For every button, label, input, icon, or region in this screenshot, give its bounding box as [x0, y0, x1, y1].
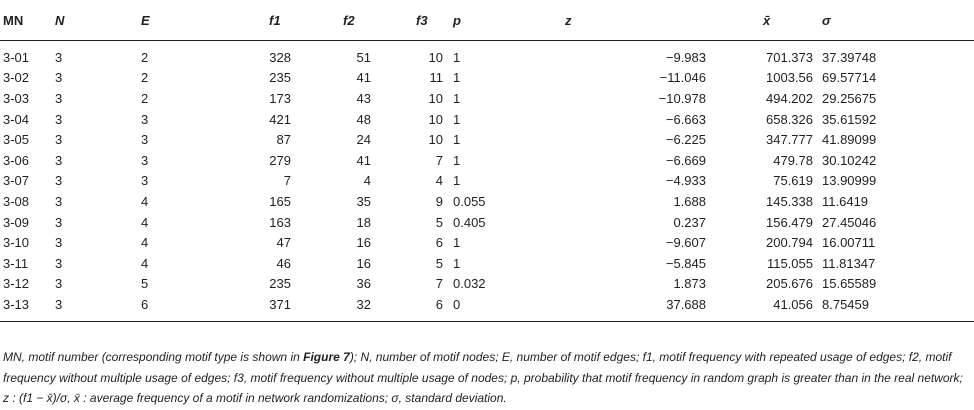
column-header-f1: f1 [190, 0, 298, 41]
cell-n: 3 [55, 70, 63, 86]
cell-mn: 3-07 [3, 173, 30, 189]
cell-p: 0 [451, 294, 560, 321]
cell-f3: 4 [435, 173, 443, 189]
cell-f2: 24 [356, 132, 371, 148]
cell-sigma: 37.39748 [822, 49, 877, 65]
cell-e: 5 [141, 276, 149, 292]
column-header-sigma: σ [816, 0, 974, 41]
table-footnote [3, 347, 971, 409]
cell-f1: 173 [269, 90, 291, 106]
cell-f2: 32 [298, 294, 378, 321]
cell-n: 3 [55, 276, 63, 292]
cell-mn: 3-02 [3, 70, 30, 86]
cell-e: 2 [141, 90, 149, 106]
cell-p: 1 [453, 173, 461, 189]
cell-f1: 371 [190, 294, 298, 321]
footnote-text-2: ); N, number of motif nodes; E, number of motif edges; f1, motif frequency with repeated usage of edges; f2, motif frequency without multiple usage of edges; f3, motif frequency without multiple usage of nodes; p, probability that motif frequency in random graph is greater than in the real network; z : (f1 − x̄)/σ, x̄ : average frequency of a motif in network randomizations; σ, standard deviation. [3, 350, 963, 405]
cell-z: −4.933 [665, 173, 706, 189]
cell-mn: 3-08 [3, 193, 30, 209]
cell-n: 3 [55, 255, 63, 271]
cell-sigma: 8.75459 [816, 294, 974, 321]
cell-sigma: 11.6419 [822, 193, 869, 209]
cell-z: 37.688 [560, 294, 708, 321]
column-header-z: z [560, 0, 708, 41]
cell-f2: 16 [356, 235, 371, 251]
cell-mn: 3-05 [3, 132, 30, 148]
cell-mean: 1003.56 [766, 70, 813, 86]
cell-p: 1 [453, 111, 461, 127]
cell-n: 3 [55, 111, 63, 127]
cell-mean: 205.676 [766, 276, 813, 292]
cell-sigma: 29.25675 [822, 90, 877, 106]
cell-n: 3 [50, 294, 100, 321]
column-header-mn: MN [0, 0, 50, 41]
column-header-f3: f3 [378, 0, 451, 41]
cell-f2: 51 [356, 49, 371, 65]
cell-sigma: 69.57714 [822, 70, 877, 86]
cell-f1: 328 [269, 49, 291, 65]
cell-f3: 11 [429, 70, 443, 86]
cell-f1: 279 [269, 152, 291, 168]
cell-z: −11.046 [659, 70, 706, 86]
cell-e: 6 [100, 294, 190, 321]
table-row [0, 129, 974, 150]
cell-f1: 163 [269, 214, 291, 230]
cell-mn: 3-10 [3, 235, 30, 251]
cell-z: 1.688 [673, 193, 706, 209]
cell-f2: 4 [363, 173, 371, 189]
cell-f3: 5 [435, 255, 443, 271]
cell-mean: 145.338 [766, 193, 813, 209]
cell-e: 3 [141, 152, 149, 168]
table-row [0, 171, 974, 192]
cell-mean: 479.78 [773, 152, 813, 168]
cell-e: 4 [141, 214, 149, 230]
cell-mean: 658.326 [766, 111, 813, 127]
cell-sigma: 27.45046 [822, 214, 877, 230]
cell-p: 0.055 [453, 193, 486, 209]
cell-p: 1 [453, 132, 461, 148]
table-row [0, 294, 974, 321]
cell-z: −5.845 [665, 255, 706, 271]
cell-mean: 347.777 [766, 132, 813, 148]
table-row [0, 253, 974, 274]
cell-n: 3 [55, 193, 63, 209]
cell-f2: 48 [356, 111, 371, 127]
cell-n: 3 [55, 214, 63, 230]
table-row [0, 68, 974, 89]
footnote-text-1: MN, motif number (corresponding motif type is shown in [3, 350, 304, 364]
cell-mean: 200.794 [766, 235, 813, 251]
cell-mean: 41.056 [708, 294, 816, 321]
cell-mean: 115.055 [766, 255, 813, 271]
cell-mean: 701.373 [766, 49, 813, 65]
cell-n: 3 [55, 152, 63, 168]
cell-e: 4 [141, 235, 149, 251]
cell-f1: 7 [283, 173, 291, 189]
cell-f3: 7 [435, 276, 443, 292]
cell-mn: 3-12 [3, 276, 30, 292]
table-body [0, 41, 974, 322]
cell-f2: 36 [356, 276, 371, 292]
cell-p: 1 [453, 235, 461, 251]
cell-f3: 10 [428, 49, 443, 65]
cell-f1: 165 [269, 193, 291, 209]
cell-f1: 87 [276, 132, 291, 148]
column-header-p: p [451, 0, 560, 41]
cell-z: −6.663 [665, 111, 706, 127]
cell-f2: 18 [356, 214, 371, 230]
cell-z: −9.607 [665, 235, 706, 251]
cell-z: 0.237 [673, 214, 706, 230]
cell-e: 4 [141, 255, 149, 271]
cell-p: 1 [453, 70, 461, 86]
figure-link[interactable]: Figure 7 [303, 350, 350, 364]
cell-f1: 46 [276, 255, 291, 271]
cell-e: 2 [141, 70, 149, 86]
table-row [0, 41, 974, 68]
cell-sigma: 13.90999 [822, 173, 877, 189]
cell-p: 1 [453, 255, 461, 271]
cell-p: 0.032 [453, 276, 486, 292]
table-row [0, 88, 974, 109]
cell-mean: 156.479 [766, 214, 813, 230]
cell-f3: 6 [435, 235, 443, 251]
cell-mean: 75.619 [773, 173, 813, 189]
cell-p: 1 [453, 49, 461, 65]
cell-mn: 3-03 [3, 90, 30, 106]
column-header-mean: x̄ [708, 0, 816, 41]
cell-f3: 10 [428, 132, 443, 148]
table-row [0, 191, 974, 212]
cell-f1: 235 [269, 276, 291, 292]
cell-z: −10.978 [658, 90, 706, 106]
cell-z: −6.225 [665, 132, 706, 148]
cell-f2: 16 [356, 255, 371, 271]
cell-mn: 3-11 [3, 255, 29, 271]
cell-n: 3 [55, 49, 63, 65]
table-row [0, 274, 974, 295]
cell-sigma: 16.00711 [822, 235, 876, 251]
cell-n: 3 [55, 173, 63, 189]
cell-f3: 5 [435, 214, 443, 230]
cell-mean: 494.202 [766, 90, 813, 106]
cell-z: 1.873 [673, 276, 706, 292]
cell-f3: 10 [428, 111, 443, 127]
cell-f3: 10 [428, 90, 443, 106]
cell-p: 1 [453, 152, 461, 168]
cell-e: 3 [141, 173, 149, 189]
cell-p: 1 [453, 90, 461, 106]
cell-e: 3 [141, 111, 149, 127]
column-header-f2: f2 [298, 0, 378, 41]
cell-f1: 235 [269, 70, 291, 86]
cell-e: 2 [141, 49, 149, 65]
cell-f2: 43 [356, 90, 371, 106]
cell-n: 3 [55, 90, 63, 106]
cell-f2: 41 [356, 70, 371, 86]
cell-f2: 41 [356, 152, 371, 168]
cell-sigma: 11.81347 [822, 255, 876, 271]
cell-f2: 35 [356, 193, 371, 209]
cell-z: −6.669 [665, 152, 706, 168]
column-header-e: E [100, 0, 190, 41]
cell-z: −9.983 [665, 49, 706, 65]
table-header-row [0, 0, 974, 41]
cell-n: 3 [55, 132, 63, 148]
table-row [0, 232, 974, 253]
column-header-n: N [50, 0, 100, 41]
cell-f1: 421 [269, 111, 291, 127]
cell-sigma: 41.89099 [822, 132, 877, 148]
cell-p: 0.405 [453, 214, 486, 230]
cell-f3: 7 [435, 152, 443, 168]
cell-sigma: 35.61592 [822, 111, 877, 127]
cell-sigma: 30.10242 [822, 152, 877, 168]
cell-n: 3 [55, 235, 63, 251]
table-row [0, 150, 974, 171]
cell-e: 3 [141, 132, 149, 148]
table-row [0, 109, 974, 130]
cell-e: 4 [141, 193, 149, 209]
cell-mn: 3-13 [0, 294, 50, 321]
cell-mn: 3-06 [3, 152, 30, 168]
table-row [0, 212, 974, 233]
cell-f1: 47 [276, 235, 291, 251]
cell-f3: 9 [435, 193, 443, 209]
cell-f3: 6 [378, 294, 451, 321]
cell-mn: 3-04 [3, 111, 30, 127]
cell-mn: 3-09 [3, 214, 30, 230]
cell-mn: 3-01 [3, 49, 30, 65]
cell-sigma: 15.65589 [822, 276, 877, 292]
